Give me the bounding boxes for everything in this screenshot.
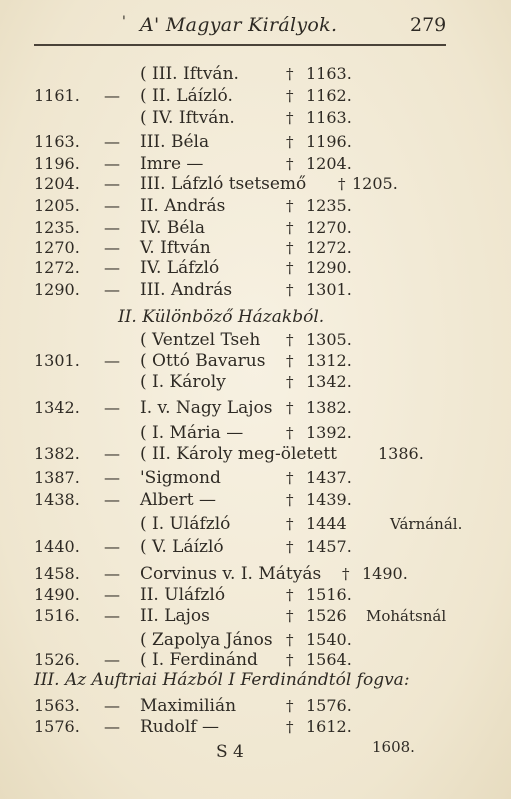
row-cross: † bbox=[286, 697, 294, 715]
running-title: A' Magyar Királyok. bbox=[140, 14, 338, 36]
row-king: Imre — bbox=[140, 154, 204, 174]
row-cross: † bbox=[286, 259, 294, 277]
row-year: 1196. bbox=[34, 154, 80, 173]
row-death: 1540. bbox=[306, 630, 352, 649]
row-year: 1161. bbox=[34, 86, 80, 105]
row-year: 1342. bbox=[34, 398, 80, 417]
row-king: I. v. Nagy Lajos bbox=[140, 398, 273, 418]
header-mark: ' bbox=[122, 14, 126, 30]
row-cross: † bbox=[286, 607, 294, 625]
row-year: 1516. bbox=[34, 606, 80, 625]
row-cross: † bbox=[286, 219, 294, 237]
row-dash: — bbox=[104, 696, 120, 715]
row-death: 1163. bbox=[306, 64, 352, 83]
row-king: IV. Láfzló bbox=[140, 258, 220, 278]
row-death: 1382. bbox=[306, 398, 352, 417]
row-cross: † bbox=[286, 651, 294, 669]
row-cross: † bbox=[286, 281, 294, 299]
row-dash: — bbox=[104, 490, 120, 509]
row-death: 1444 bbox=[306, 514, 347, 533]
row-death: 1526 bbox=[306, 606, 347, 625]
row-death: 1305. bbox=[306, 330, 352, 349]
section-heading-2: II. Különböző Házakból. bbox=[118, 307, 325, 327]
row-dash: — bbox=[104, 238, 120, 257]
row-death: 1162. bbox=[306, 86, 352, 105]
row-cross: † bbox=[286, 109, 294, 127]
row-death: 1612. bbox=[306, 717, 352, 736]
row-dash: — bbox=[104, 606, 120, 625]
row-death: 1437. bbox=[306, 468, 352, 487]
row-cross: † bbox=[286, 469, 294, 487]
row-king: III. Béla bbox=[140, 132, 210, 152]
row-cross: † bbox=[286, 155, 294, 173]
row-king: Corvinus v. I. Mátyás bbox=[140, 564, 322, 584]
row-king: ( I. Uláfzló bbox=[140, 514, 231, 534]
row-dash: — bbox=[104, 537, 120, 556]
row-king: ( Zapolya János bbox=[140, 630, 273, 650]
row-year: 1438. bbox=[34, 490, 80, 509]
row-cross: † bbox=[286, 331, 294, 349]
row-year: 1526. bbox=[34, 650, 80, 669]
row-dash: — bbox=[104, 196, 120, 215]
row-cross: † bbox=[286, 718, 294, 736]
row-cross: † bbox=[286, 133, 294, 151]
row-king: ( Ottó Bavarus bbox=[140, 351, 266, 371]
row-death: 1564. bbox=[306, 650, 352, 669]
row-death: 1272. bbox=[306, 238, 352, 257]
row-king: ( I. Mária — bbox=[140, 423, 244, 443]
row-king: ( Ventzel Tseh bbox=[140, 330, 261, 350]
row-year: 1490. bbox=[34, 585, 80, 604]
row-king: II. Lajos bbox=[140, 606, 210, 626]
row-king: ( V. Láízló bbox=[140, 537, 224, 557]
row-cross: † bbox=[338, 175, 346, 193]
row-cross: † bbox=[286, 197, 294, 215]
row-death: 1205. bbox=[352, 174, 398, 193]
row-dash: — bbox=[104, 444, 120, 463]
row-year: 1458. bbox=[34, 564, 80, 583]
row-king: ( I. Ferdinánd bbox=[140, 650, 258, 670]
row-king: 'Sigmond bbox=[140, 468, 221, 488]
row-dash: — bbox=[104, 351, 120, 370]
row-year: 1387. bbox=[34, 468, 80, 487]
row-dash: — bbox=[104, 564, 120, 583]
row-cross: † bbox=[286, 538, 294, 556]
row-year: 1576. bbox=[34, 717, 80, 736]
row-death: 1576. bbox=[306, 696, 352, 715]
signature-mark: S 4 bbox=[216, 742, 244, 762]
row-death: 1516. bbox=[306, 585, 352, 604]
row-dash: — bbox=[104, 218, 120, 237]
row-year: 1204. bbox=[34, 174, 80, 193]
row-king: III. András bbox=[140, 280, 233, 300]
row-king: Maximilián bbox=[140, 696, 237, 716]
row-death: 1235. bbox=[306, 196, 352, 215]
row-year: 1272. bbox=[34, 258, 80, 277]
row-king: III. Láfzló tsetsemő bbox=[140, 174, 307, 194]
row-king: ( I. Károly bbox=[140, 372, 226, 392]
row-death: 1270. bbox=[306, 218, 352, 237]
row-death: 1392. bbox=[306, 423, 352, 442]
row-king: IV. Béla bbox=[140, 218, 205, 238]
row-death: 1163. bbox=[306, 108, 352, 127]
row-year: 1301. bbox=[34, 351, 80, 370]
row-cross: † bbox=[286, 399, 294, 417]
row-king: ( II. Károly meg-öletett bbox=[140, 444, 338, 464]
row-king: ( II. Láízló. bbox=[140, 86, 233, 106]
row-cross: † bbox=[286, 65, 294, 83]
row-death: 1439. bbox=[306, 490, 352, 509]
row-note: Várnánál. bbox=[390, 515, 463, 533]
row-death: 1457. bbox=[306, 537, 352, 556]
handwritten-year: 1608. bbox=[372, 738, 415, 756]
row-cross: † bbox=[286, 352, 294, 370]
row-dash: — bbox=[104, 650, 120, 669]
row-dash: — bbox=[104, 468, 120, 487]
row-cross: † bbox=[286, 424, 294, 442]
row-dash: — bbox=[104, 585, 120, 604]
row-cross: † bbox=[286, 515, 294, 533]
row-dash: — bbox=[104, 717, 120, 736]
row-cross: † bbox=[286, 87, 294, 105]
row-king: Rudolf — bbox=[140, 717, 219, 737]
row-cross: † bbox=[286, 491, 294, 509]
row-dash: — bbox=[104, 398, 120, 417]
row-cross: † bbox=[286, 631, 294, 649]
row-year: 1440. bbox=[34, 537, 80, 556]
row-king: II. Uláfzló bbox=[140, 585, 226, 605]
row-death: 1490. bbox=[362, 564, 408, 583]
row-king: Albert — bbox=[140, 490, 217, 510]
row-cross: † bbox=[286, 373, 294, 391]
row-dash: — bbox=[104, 280, 120, 299]
row-year: 1290. bbox=[34, 280, 80, 299]
row-year: 1163. bbox=[34, 132, 80, 151]
row-dash: — bbox=[104, 154, 120, 173]
row-king: II. András bbox=[140, 196, 226, 216]
row-king: V. Iftván bbox=[140, 238, 211, 258]
row-dash: — bbox=[104, 132, 120, 151]
row-dash: — bbox=[104, 258, 120, 277]
row-king: ( III. Iftván. bbox=[140, 64, 239, 84]
row-year: 1235. bbox=[34, 218, 80, 237]
row-year: 1382. bbox=[34, 444, 80, 463]
row-dash: — bbox=[104, 174, 120, 193]
row-year: 1205. bbox=[34, 196, 80, 215]
row-death: 1196. bbox=[306, 132, 352, 151]
row-cross: † bbox=[286, 239, 294, 257]
page-number: 279 bbox=[410, 14, 447, 36]
header-rule bbox=[34, 44, 446, 46]
section-heading-3: III. Az Auftriai Házból I Ferdinándtól fogva: bbox=[34, 670, 410, 690]
row-death: 1204. bbox=[306, 154, 352, 173]
row-dash: — bbox=[104, 86, 120, 105]
row-cross: † bbox=[342, 565, 350, 583]
row-death: 1301. bbox=[306, 280, 352, 299]
row-cross: † bbox=[286, 586, 294, 604]
page-header bbox=[0, 10, 511, 40]
row-king: ( IV. Iftván. bbox=[140, 108, 235, 128]
row-year: 1270. bbox=[34, 238, 80, 257]
row-death: 1386. bbox=[378, 444, 424, 463]
row-note: Mohátsnál bbox=[366, 607, 447, 625]
row-death: 1290. bbox=[306, 258, 352, 277]
row-year: 1563. bbox=[34, 696, 80, 715]
row-death: 1312. bbox=[306, 351, 352, 370]
row-death: 1342. bbox=[306, 372, 352, 391]
